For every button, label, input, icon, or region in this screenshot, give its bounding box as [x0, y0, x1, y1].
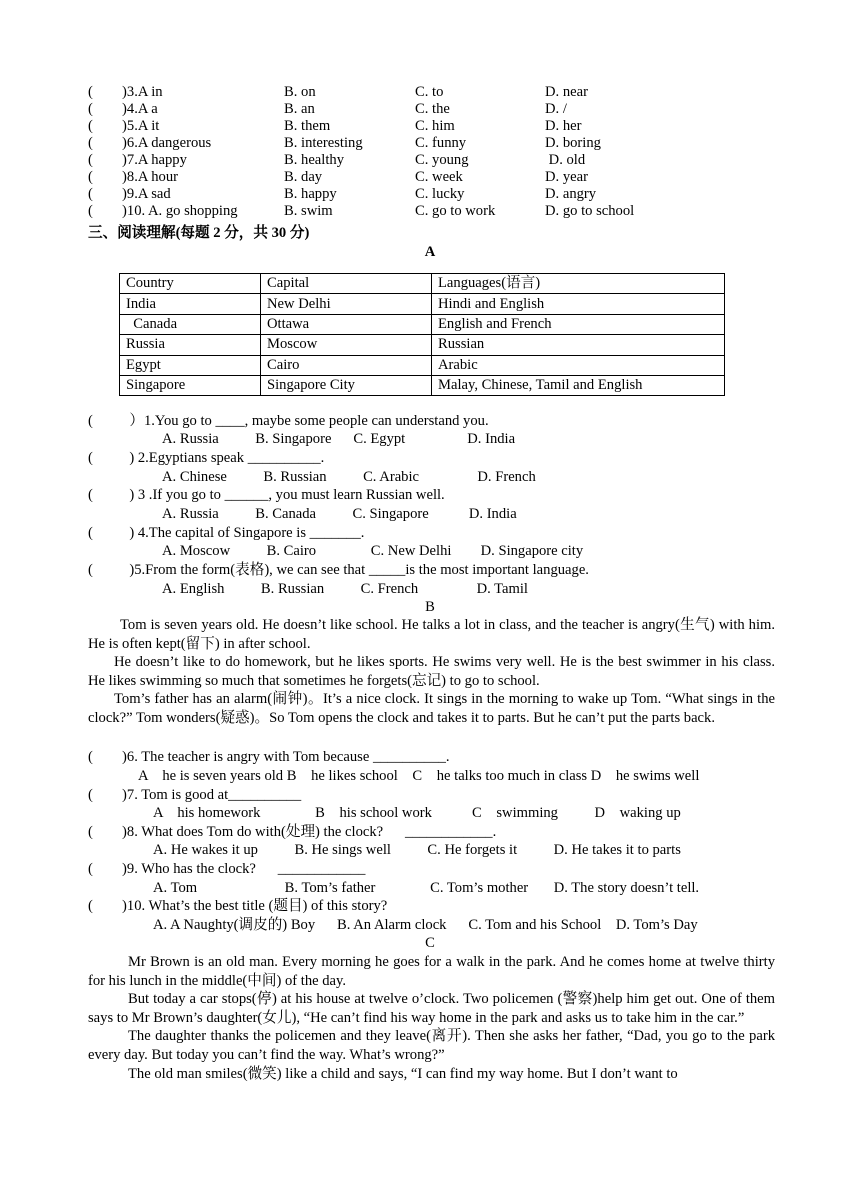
question-stem: ( ）1.You go to ____, maybe some people can understand you.: [88, 413, 489, 429]
question-options: A. English B. Russian C. French D. Tamil: [162, 581, 528, 597]
option-row: [88, 186, 848, 203]
option-d: D. /: [545, 101, 567, 117]
table-header: Languages(语言): [432, 274, 725, 294]
question-number: ( )7.A happy: [88, 152, 187, 168]
option-b: B. on: [284, 84, 316, 100]
table-cell: Hindi and English: [432, 294, 725, 314]
question-options: A he is seven years old B he likes school C he talks too much in class D he swims well: [138, 768, 700, 784]
option-row: [88, 152, 848, 169]
question-number: ( )9.A sad: [88, 186, 171, 202]
option-row: [88, 135, 848, 152]
question-stem: ( )10. What’s the best title (题目) of this story?: [88, 898, 388, 914]
table-header-row: [120, 274, 725, 294]
question-options: A. Chinese B. Russian C. Arabic D. French: [162, 469, 536, 485]
question-number: ( )8.A hour: [88, 169, 178, 185]
paragraph: Tom’s father has an alarm(闹钟)。It’s a nice clock. It sings in the morning to wake up Tom. “What sings in the clock?” Tom wonders(疑惑)。So Tom opens the clock and takes it to parts. But he can’t put the parts back.: [88, 691, 775, 726]
question-stem: ( )8. What does Tom do with(处理) the clock? ____________.: [88, 824, 497, 840]
paragraph: But today a car stops(停) at his house at twelve o’clock. Two policemen (警察)help him get out. One of them says to Mr Brown’s daughter(女儿), “He can’t find his way home in the park and asks us to take him in the car.”: [88, 991, 775, 1026]
option-c: C. to: [415, 84, 444, 100]
option-b: B. an: [284, 101, 315, 117]
option-c: C. funny: [415, 135, 467, 151]
table-row: [120, 314, 725, 334]
table-row: [120, 335, 725, 355]
table-header: Capital: [261, 274, 432, 294]
option-c: C. go to work: [415, 203, 496, 219]
passage-c: [88, 953, 775, 1083]
paragraph: Tom is seven years old. He doesn’t like school. He talks a lot in class, and the teacher is angry(生气) with him. He is often kept(留下) in after school.: [88, 617, 775, 652]
table-cell: Singapore City: [261, 375, 432, 395]
part-b-label: B: [425, 599, 435, 615]
question-stem: ( ) 4.The capital of Singapore is _______.: [88, 525, 365, 541]
question-stem: ( )5.From the form(表格), we can see that _____is the most important language.: [88, 562, 589, 578]
table-cell: Russian: [432, 335, 725, 355]
table-row: [120, 294, 725, 314]
question-stem: ( ) 3 .If you go to ______, you must learn Russian well.: [88, 487, 445, 503]
section-title: 三、阅读理解(每题 2 分，共 30 分): [88, 225, 310, 241]
question-stem: ( )9. Who has the clock? ____________: [88, 861, 366, 877]
table-cell: English and French: [432, 314, 725, 334]
table-cell: Egypt: [120, 355, 261, 375]
paragraph: Mr Brown is an old man. Every morning he goes for a walk in the park. And he comes home at twelve thirty for his lunch in the middle(中间) of the day.: [88, 954, 775, 989]
table-header: Country: [120, 274, 261, 294]
table-cell: Arabic: [432, 355, 725, 375]
option-d: D. year: [545, 169, 588, 185]
table-cell: Russia: [120, 335, 261, 355]
table-cell: Cairo: [261, 355, 432, 375]
part-c-label: C: [425, 935, 435, 951]
table-cell: Moscow: [261, 335, 432, 355]
option-row: [88, 118, 848, 135]
option-c: C. lucky: [415, 186, 465, 202]
table-cell: Ottawa: [261, 314, 432, 334]
option-b: B. them: [284, 118, 331, 134]
question-options: A. Russia B. Canada C. Singapore D. India: [162, 506, 517, 522]
question-options: A. A Naughty(调皮的) Boy B. An Alarm clock C. Tom and his School D. Tom’s Day: [153, 917, 698, 933]
option-row: [88, 203, 848, 220]
option-d: D. angry: [545, 186, 597, 202]
question-options: A. Tom B. Tom’s father C. Tom’s mother D. The story doesn’t tell.: [153, 880, 700, 896]
question-number: ( )10. A. go shopping: [88, 203, 238, 219]
option-row: [88, 169, 848, 186]
option-c: C. young: [415, 152, 469, 168]
table-cell: Singapore: [120, 375, 261, 395]
option-b: B. happy: [284, 186, 337, 202]
paragraph: He doesn’t like to do homework, but he likes sports. He swims very well. He is the best swimmer in his class. He likes swimming so much that sometimes he forgets(忘记) to go to school.: [88, 654, 775, 689]
option-b: B. day: [284, 169, 323, 185]
table-cell: Canada: [120, 314, 261, 334]
question-number: ( )3.A in: [88, 84, 163, 100]
part-a-label: A: [424, 244, 436, 260]
option-row: [88, 84, 848, 101]
table-cell: India: [120, 294, 261, 314]
question-options: A. Russia B. Singapore C. Egypt D. India: [162, 431, 516, 447]
option-c: C. week: [415, 169, 463, 185]
option-c: C. the: [415, 101, 450, 117]
question-options: A. He wakes it up B. He sings well C. He forgets it D. He takes it to parts: [153, 842, 681, 858]
question-stem: ( ) 2.Egyptians speak __________.: [88, 450, 325, 466]
country-table: [119, 273, 725, 396]
passage-b: [88, 616, 775, 728]
option-b: B. healthy: [284, 152, 344, 168]
option-b: B. interesting: [284, 135, 363, 151]
option-c: C. him: [415, 118, 455, 134]
option-d: D. old: [545, 152, 586, 168]
table-cell: New Delhi: [261, 294, 432, 314]
option-d: D. boring: [545, 135, 601, 151]
table-cell: Malay, Chinese, Tamil and English: [432, 375, 725, 395]
table-row: [120, 355, 725, 375]
question-options: A his homework B his school work C swimming D waking up: [153, 805, 681, 821]
option-b: B. swim: [284, 203, 333, 219]
question-number: ( )4.A a: [88, 101, 158, 117]
option-d: D. her: [545, 118, 582, 134]
table-row: [120, 375, 725, 395]
question-stem: ( )7. Tom is good at__________: [88, 787, 302, 803]
question-stem: ( )6. The teacher is angry with Tom because __________.: [88, 749, 450, 765]
paragraph: The old man smiles(微笑) like a child and says, “I can find my way home. But I don’t want to: [128, 1065, 678, 1082]
question-number: ( )5.A it: [88, 118, 160, 134]
paragraph: The daughter thanks the policemen and they leave(离开). Then she asks her father, “Dad, you go to the park every day. But today you can’t find the way. What’s wrong?”: [88, 1028, 775, 1063]
option-d: D. go to school: [545, 203, 635, 219]
option-row: [88, 101, 848, 118]
cloze-options: [88, 84, 788, 224]
question-options: A. Moscow B. Cairo C. New Delhi D. Singapore city: [162, 543, 584, 559]
question-number: ( )6.A dangerous: [88, 135, 212, 151]
option-d: D. near: [545, 84, 588, 100]
